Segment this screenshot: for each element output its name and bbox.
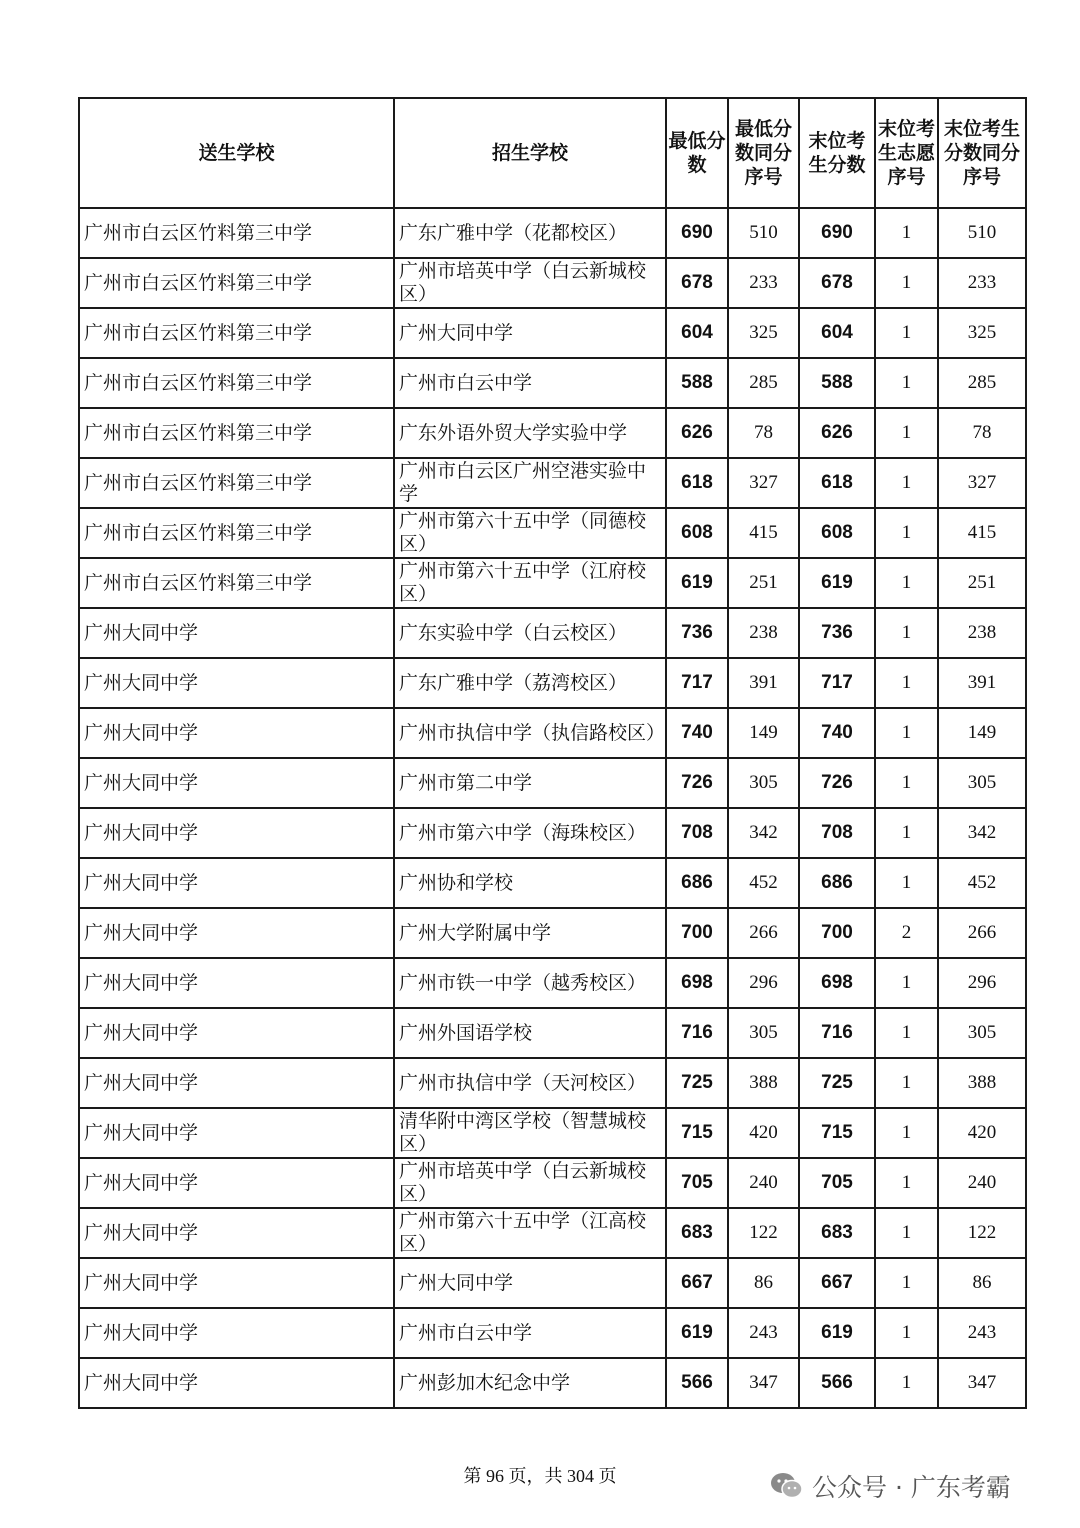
cell-last-rank: 238 [938,608,1026,658]
table-row [79,758,1026,808]
cell-last-rank: 305 [938,1008,1026,1058]
cell-min-score: 683 [666,1208,728,1258]
cell-recruit-school: 广州外国语学校 [394,1008,666,1058]
cell-min-score-rank: 510 [728,208,799,258]
cell-min-score: 690 [666,208,728,258]
cell-recruit-school: 广东实验中学（白云校区） [394,608,666,658]
cell-last-score: 667 [799,1258,875,1308]
cell-send-school: 广州大同中学 [79,658,394,708]
cell-send-school: 广州大同中学 [79,1308,394,1358]
cell-last-score: 717 [799,658,875,708]
cell-last-wish: 1 [875,408,938,458]
cell-last-wish: 1 [875,658,938,708]
cell-send-school: 广州大同中学 [79,1208,394,1258]
cell-last-score: 604 [799,308,875,358]
cell-last-rank: 243 [938,1308,1026,1358]
cell-min-score: 604 [666,308,728,358]
cell-recruit-school: 广州市第六十五中学（同德校区） [394,508,666,558]
cell-min-score: 678 [666,258,728,308]
cell-send-school: 广州大同中学 [79,1008,394,1058]
cell-last-wish: 1 [875,258,938,308]
cell-min-score-rank: 305 [728,1008,799,1058]
table-row [79,358,1026,408]
cell-min-score: 618 [666,458,728,508]
cell-min-score: 686 [666,858,728,908]
cell-min-score-rank: 78 [728,408,799,458]
cell-send-school: 广州大同中学 [79,1258,394,1308]
cell-last-rank: 149 [938,708,1026,758]
cell-min-score-rank: 149 [728,708,799,758]
cell-min-score: 626 [666,408,728,458]
header-min-score: 最低分数 [666,98,728,208]
cell-last-rank: 452 [938,858,1026,908]
cell-min-score: 619 [666,1308,728,1358]
table-row [79,1108,1026,1158]
cell-min-score-rank: 347 [728,1358,799,1408]
cell-min-score: 619 [666,558,728,608]
cell-last-score: 700 [799,908,875,958]
cell-last-score: 566 [799,1358,875,1408]
table-header-row [79,98,1026,208]
cell-min-score-rank: 233 [728,258,799,308]
cell-last-rank: 233 [938,258,1026,308]
wechat-icon [770,1471,804,1501]
cell-last-wish: 1 [875,1108,938,1158]
cell-recruit-school: 广东广雅中学（荔湾校区） [394,658,666,708]
cell-last-score: 619 [799,558,875,608]
header-recruit-school: 招生学校 [394,98,666,208]
watermark-text: 公众号 · 广东考霸 [812,1473,1011,1502]
cell-send-school: 广州大同中学 [79,758,394,808]
cell-min-score: 698 [666,958,728,1008]
cell-min-score-rank: 305 [728,758,799,808]
table-row [79,1158,1026,1208]
cell-last-wish: 1 [875,858,938,908]
cell-send-school: 广州市白云区竹料第三中学 [79,308,394,358]
cell-min-score-rank: 86 [728,1258,799,1308]
cell-last-rank: 296 [938,958,1026,1008]
cell-min-score: 608 [666,508,728,558]
cell-min-score: 705 [666,1158,728,1208]
cell-last-score: 588 [799,358,875,408]
cell-last-wish: 1 [875,958,938,1008]
cell-send-school: 广州大同中学 [79,858,394,908]
cell-last-wish: 1 [875,1258,938,1308]
cell-min-score: 716 [666,1008,728,1058]
table-row [79,1358,1026,1408]
cell-send-school: 广州市白云区竹料第三中学 [79,508,394,558]
cell-last-rank: 305 [938,758,1026,808]
cell-last-rank: 285 [938,358,1026,408]
admission-table-container [78,97,1025,1409]
cell-min-score: 725 [666,1058,728,1108]
cell-min-score-rank: 238 [728,608,799,658]
cell-last-score: 715 [799,1108,875,1158]
cell-recruit-school: 广州大同中学 [394,1258,666,1308]
cell-last-score: 678 [799,258,875,308]
cell-min-score-rank: 243 [728,1308,799,1358]
cell-last-score: 626 [799,408,875,458]
cell-last-rank: 415 [938,508,1026,558]
table-row [79,608,1026,658]
cell-last-score: 736 [799,608,875,658]
cell-last-rank: 240 [938,1158,1026,1208]
cell-min-score-rank: 415 [728,508,799,558]
cell-recruit-school: 广州市白云中学 [394,1308,666,1358]
cell-last-score: 619 [799,1308,875,1358]
cell-recruit-school: 广州市培英中学（白云新城校区） [394,1158,666,1208]
cell-last-rank: 86 [938,1258,1026,1308]
cell-last-wish: 1 [875,758,938,808]
cell-recruit-school: 广州市白云中学 [394,358,666,408]
cell-recruit-school: 广东广雅中学（花都校区） [394,208,666,258]
cell-recruit-school: 广州市铁一中学（越秀校区） [394,958,666,1008]
header-last-wish: 末位考生志愿序号 [875,98,938,208]
cell-min-score-rank: 388 [728,1058,799,1108]
cell-last-rank: 342 [938,808,1026,858]
cell-min-score: 708 [666,808,728,858]
cell-recruit-school: 广州协和学校 [394,858,666,908]
cell-send-school: 广州大同中学 [79,1358,394,1408]
cell-last-rank: 391 [938,658,1026,708]
cell-last-score: 683 [799,1208,875,1258]
cell-send-school: 广州市白云区竹料第三中学 [79,258,394,308]
table-row [79,258,1026,308]
cell-last-rank: 78 [938,408,1026,458]
cell-last-rank: 510 [938,208,1026,258]
cell-last-rank: 420 [938,1108,1026,1158]
table-row [79,308,1026,358]
cell-min-score-rank: 122 [728,1208,799,1258]
table-row [79,1058,1026,1108]
table-row [79,1258,1026,1308]
table-body [79,208,1026,1408]
cell-last-rank: 266 [938,908,1026,958]
table-row [79,558,1026,608]
cell-send-school: 广州市白云区竹料第三中学 [79,458,394,508]
watermark [770,1468,1011,1504]
cell-last-wish: 1 [875,1208,938,1258]
cell-last-wish: 1 [875,1308,938,1358]
cell-last-wish: 1 [875,808,938,858]
cell-min-score-rank: 240 [728,1158,799,1208]
cell-min-score-rank: 296 [728,958,799,1008]
cell-last-rank: 327 [938,458,1026,508]
cell-last-score: 618 [799,458,875,508]
cell-recruit-school: 广东外语外贸大学实验中学 [394,408,666,458]
cell-min-score: 726 [666,758,728,808]
cell-last-rank: 388 [938,1058,1026,1108]
table-row [79,858,1026,908]
cell-last-wish: 1 [875,1058,938,1108]
cell-recruit-school: 广州市第二中学 [394,758,666,808]
cell-send-school: 广州大同中学 [79,808,394,858]
cell-last-wish: 1 [875,608,938,658]
header-last-score: 末位考生分数 [799,98,875,208]
table-row [79,708,1026,758]
header-min-score-rank: 最低分数同分序号 [728,98,799,208]
table-row [79,808,1026,858]
cell-last-score: 725 [799,1058,875,1108]
cell-last-score: 716 [799,1008,875,1058]
cell-last-wish: 1 [875,208,938,258]
cell-recruit-school: 广州市第六十五中学（江高校区） [394,1208,666,1258]
cell-min-score: 717 [666,658,728,708]
cell-last-wish: 1 [875,458,938,508]
cell-last-wish: 1 [875,1008,938,1058]
cell-send-school: 广州市白云区竹料第三中学 [79,558,394,608]
cell-send-school: 广州市白云区竹料第三中学 [79,408,394,458]
table-row [79,908,1026,958]
page-number: 第 96 页，共 304 页 [463,1466,617,1486]
cell-recruit-school: 广州市白云区广州空港实验中学 [394,458,666,508]
cell-last-score: 726 [799,758,875,808]
cell-send-school: 广州大同中学 [79,958,394,1008]
cell-min-score-rank: 325 [728,308,799,358]
cell-min-score-rank: 327 [728,458,799,508]
cell-last-wish: 1 [875,708,938,758]
cell-recruit-school: 广州彭加木纪念中学 [394,1358,666,1408]
cell-min-score-rank: 391 [728,658,799,708]
cell-min-score-rank: 266 [728,908,799,958]
cell-last-rank: 122 [938,1208,1026,1258]
cell-last-score: 698 [799,958,875,1008]
table-row [79,1208,1026,1258]
cell-send-school: 广州大同中学 [79,608,394,658]
cell-last-rank: 347 [938,1358,1026,1408]
table-row [79,208,1026,258]
cell-last-wish: 2 [875,908,938,958]
cell-recruit-school: 广州市第六中学（海珠校区） [394,808,666,858]
table-row [79,958,1026,1008]
cell-min-score: 715 [666,1108,728,1158]
table-row [79,458,1026,508]
cell-last-wish: 1 [875,508,938,558]
cell-recruit-school: 广州市培英中学（白云新城校区） [394,258,666,308]
cell-recruit-school: 广州市第六十五中学（江府校区） [394,558,666,608]
cell-min-score: 667 [666,1258,728,1308]
cell-last-score: 690 [799,208,875,258]
cell-last-wish: 1 [875,358,938,408]
cell-send-school: 广州大同中学 [79,708,394,758]
table-row [79,1008,1026,1058]
cell-last-rank: 251 [938,558,1026,608]
table-row [79,658,1026,708]
cell-min-score-rank: 452 [728,858,799,908]
cell-last-wish: 1 [875,1158,938,1208]
cell-last-score: 740 [799,708,875,758]
table-row [79,508,1026,558]
cell-recruit-school: 广州市执信中学（执信路校区） [394,708,666,758]
cell-min-score-rank: 285 [728,358,799,408]
table-row [79,1308,1026,1358]
cell-last-score: 708 [799,808,875,858]
cell-recruit-school: 广州大同中学 [394,308,666,358]
cell-recruit-school: 清华附中湾区学校（智慧城校区） [394,1108,666,1158]
cell-min-score: 740 [666,708,728,758]
cell-send-school: 广州大同中学 [79,908,394,958]
cell-min-score: 736 [666,608,728,658]
cell-send-school: 广州大同中学 [79,1108,394,1158]
cell-min-score: 700 [666,908,728,958]
cell-recruit-school: 广州大学附属中学 [394,908,666,958]
admission-table [78,97,1027,1409]
cell-recruit-school: 广州市执信中学（天河校区） [394,1058,666,1108]
cell-min-score: 588 [666,358,728,408]
header-send-school: 送生学校 [79,98,394,208]
cell-last-score: 608 [799,508,875,558]
cell-last-wish: 1 [875,558,938,608]
cell-last-wish: 1 [875,308,938,358]
cell-last-rank: 325 [938,308,1026,358]
cell-send-school: 广州市白云区竹料第三中学 [79,358,394,408]
header-last-rank: 末位考生分数同分序号 [938,98,1026,208]
cell-last-score: 705 [799,1158,875,1208]
cell-last-wish: 1 [875,1358,938,1408]
cell-min-score-rank: 342 [728,808,799,858]
cell-send-school: 广州市白云区竹料第三中学 [79,208,394,258]
cell-send-school: 广州大同中学 [79,1158,394,1208]
cell-min-score: 566 [666,1358,728,1408]
cell-min-score-rank: 420 [728,1108,799,1158]
table-row [79,408,1026,458]
cell-min-score-rank: 251 [728,558,799,608]
cell-last-score: 686 [799,858,875,908]
cell-send-school: 广州大同中学 [79,1058,394,1108]
